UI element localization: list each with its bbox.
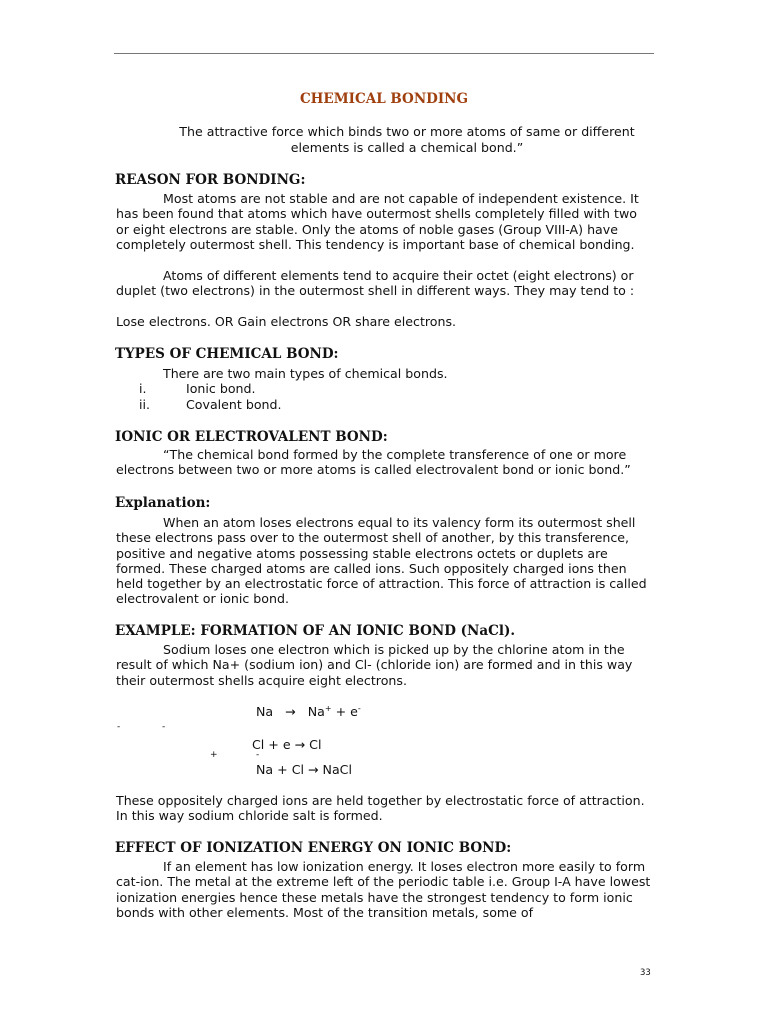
definition-quote: The attractive force which binds two or more atoms of same or different elements is called a chemical bond.” — [179, 124, 635, 155]
effect-paragraph: If an element has low ionization energy. It loses electron more easily to form cat-ion. The metal at the extreme left of the periodic table i.e. Group I-A have lowest ionization energies hence these metals have the strongest tendency to form ionic bonds with other elements. Most of the transition metals, some of — [116, 859, 651, 920]
list-item-covalent: Covalent bond. — [186, 397, 282, 412]
explanation-paragraph: When an atom loses electrons equal to its valency form its outermost shell these electrons pass over to the outermost shell of another, by this transference, positive and negative atoms possessing stable electrons octets or duplets are formed. These charged atoms are called ions. Such oppositely charged ions then held together by an electrostatic force of attraction. This force of attraction is called electrovalent or ionic bond. — [116, 515, 647, 607]
heading-reason: REASON FOR BONDING: — [115, 172, 306, 188]
ionic-definition: “The chemical bond formed by the complete transference of one or more electrons between two or more atoms is called electrovalent bond or ionic bond.” — [116, 447, 631, 478]
stray-charge-plus: + — [210, 750, 218, 760]
heading-types: TYPES OF CHEMICAL BOND: — [115, 346, 339, 362]
heading-explanation: Explanation: — [115, 495, 211, 511]
reason-paragraph-2: Atoms of different elements tend to acquire their octet (eight electrons) or duplet (two electrons) in the outermost shell in different ways. They may tend to : — [116, 268, 635, 299]
list-item-ionic: Ionic bond. — [186, 381, 256, 396]
list-item-number: ii. — [139, 397, 151, 412]
reason-paragraph-1: Most atoms are not stable and are not capable of independent existence. It has been found that atoms which have outermost shells completely filled with two or eight electrons are stable. Only the atoms of noble gases (Group VIII-A) have completely outermost shell. This tendency is important base of chemical bonding. — [116, 191, 639, 252]
heading-example: EXAMPLE: FORMATION OF AN IONIC BOND (NaCl). — [115, 623, 516, 639]
list-item-number: i. — [139, 381, 147, 396]
page-title: CHEMICAL BONDING — [299, 91, 469, 107]
example-conclusion: These oppositely charged ions are held together by electrostatic force of attraction. In this way sodium chloride salt is formed. — [116, 793, 645, 824]
equation-nacl-formation: Na + Cl → NaCl — [256, 762, 352, 777]
heading-ionic: IONIC OR ELECTROVALENT BOND: — [115, 429, 388, 445]
types-intro: There are two main types of chemical bonds. — [163, 366, 448, 381]
page-number: 33 — [640, 968, 651, 978]
reason-paragraph-3: Lose electrons. OR Gain electrons OR share electrons. — [116, 314, 457, 329]
equation-chlorine-reduction: Cl + e → Cl — [252, 737, 322, 752]
top-rule — [114, 53, 654, 54]
equation-sodium-ionization: Na → Na+ + e- — [256, 703, 361, 719]
example-paragraph: Sodium loses one electron which is picked up by the chlorine atom in the result of which Na+ (sodium ion) and Cl- (chloride ion) are formed and in this way their outermost shells acquire eight electrons. — [116, 642, 633, 688]
stray-charge-minus: - — [256, 750, 260, 760]
heading-effect: EFFECT OF IONIZATION ENERGY ON IONIC BOND: — [115, 840, 512, 856]
stray-mark: - — [162, 722, 166, 732]
stray-mark: - — [117, 722, 121, 732]
